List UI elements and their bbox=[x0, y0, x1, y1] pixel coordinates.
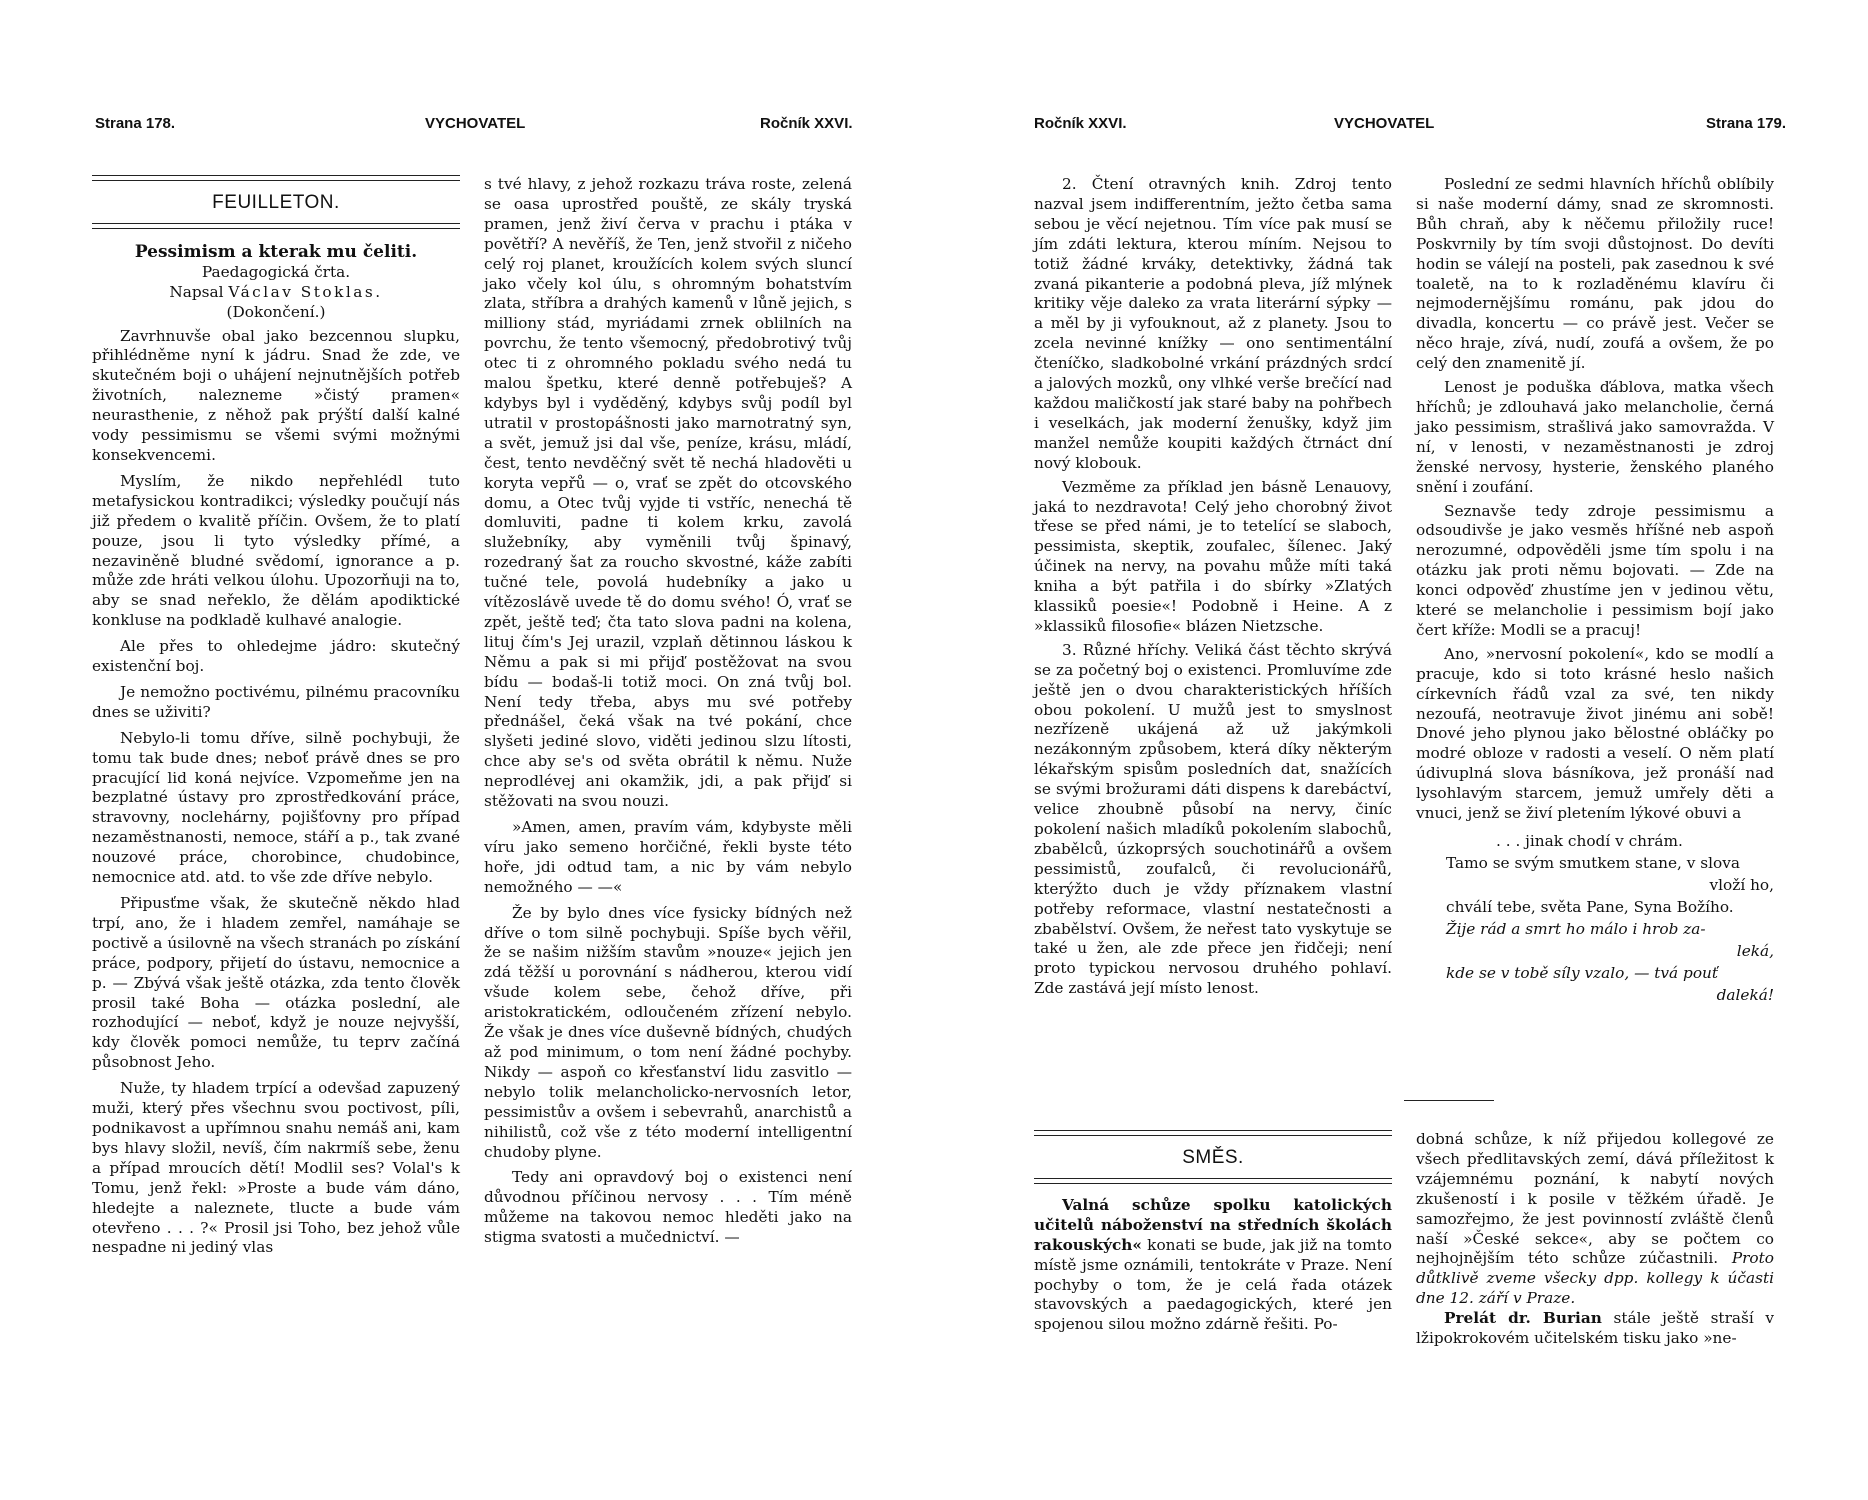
rule bbox=[1034, 1183, 1392, 1184]
verse-line: Tamo se svým smutkem stane, v slova bbox=[1446, 854, 1740, 872]
paragraph: s tvé hlavy, z jehož rozkazu tráva roste, zelená se oasa uprostřed pouště, ze skály tryská pramen, jenž živí červa v prachu i ptáka v povětří? A nevěříš, že Ten, jenž stvořil z ničeho celý roj planet, kroužících kolem svých sluncí jako včely kol úlu, s ohromným bohatstvím zlata, stříbra a drahých kamenů v lůně jejich, s milliony stád, myriádami zrnek oblilních na povrchu, že tento všemocný, předobrotivý tvůj otec ti z ohromného pokladu svého nedá tu malou špetku, které denně potřebuješ? A kdybys byl i vyděděný, kdybys svůj podíl byl utratil v prostopášnosti jako marnotratný syn, a svět, jemuž jsi dal vše, peníze, krásu, mládí, čest, tento nevděčný svět tě nechá hladověti u koryta vepřů — o, vrať se zpět do otcovského domu, a Otec tvůj vyjde ti vstříc, nenechá tě domluviti, padne ti kolem krku, zavolá služebníky, aby vyměnili tvůj špinavý, rozedraný šat za roucho skvostné, káže zabíti tučné tele, povolá hudebníky a jako u vítězoslávě uvede tě do domu svého! Ó, vrať se zpět, ještě teď; čta tato slova padni na kolena, lituj čím's Jej urazil, vzplaň dětinnou láskou k Němu a pak si mi přijď postěžovat na svou bídu — bodaš-li totiž moci. On zná tvůj bol. Není tedy třeba, abys mu své potřeby přednášel, čeká však na tvé pokání, chce slyšeti jediné slovo, viděti jedinou slzu lítosti, chce aby se's od světa obrátil k němu. Nuže neprodlévej ani okamžik, jdi, a pak přijď si stěžovati na svou nouzi. bbox=[484, 175, 852, 811]
smes-section-title: SMĚS. bbox=[1182, 1147, 1244, 1168]
verse-line: chválí tebe, světa Pane, Syna Božího. bbox=[1446, 898, 1734, 916]
rule bbox=[1034, 1135, 1392, 1136]
left-journal-title: VYCHOVATEL bbox=[425, 115, 526, 132]
paragraph: »Amen, amen, pravím vám, kdybyste měli víru jako semeno horčičné, řekli byste této hoře, jdi odtud tam, a nic by vám nebylo nemožného — —« bbox=[484, 818, 852, 896]
paragraph: Že by bylo dnes více fysicky bídných než dříve o tom silně pochybuji. Spíše bych věřil, že se našim nižším stavům »nouze« jejich jen zdá těžší u porovnání s nádherou, kterou vidí všude kolem sebe, čehož dříve, při aristokratickém, odloučeném zřízení nebylo. Že však je dnes více duševně bídných, chudých až pod minimum, o tom není žádné pochyby. Nikdy — aspoň co křesťanství lidu zasvitlo — nebylo tolik melancholicko-nervosních letor, pessimistův a ovšem i sebevrahů, anarchistů a nihilistů, což vše z této moderní intelligentní chudoby plyne. bbox=[484, 903, 852, 1161]
smes-lead: Valná schůze spolku katolických učitelů náboženství na středních školách rakouských« bbox=[1034, 1195, 1392, 1254]
verse-line: leká, bbox=[1736, 942, 1774, 960]
paragraph: Poslední ze sedmi hlavních hříchů oblíbily si naše moderní dámy, snad ze skromnosti. Bůh chraň, aby k něčemu přiložily ruce! Poskvrnily by tím svoji důstojnost. Do devíti hodin se válejí na posteli, pak zasednou k své toaletě, na to k rozladěnému klavíru či nejmodernějšímu románu, pak jdou do divadla, koncertu — co právě jest. Večer se něco hraje, zívá, nudí, zoufá a ovšem, že po celý den znamenitě jí. bbox=[1416, 175, 1774, 373]
rule bbox=[92, 228, 460, 229]
paragraph: 3. Různé hříchy. Veliká část těchto skrývá se za početný boj o existenci. Promluvíme zde ještě jen o dvou charakteristických hříších obou pokolení. U mužů jest to smyslnost nezřízeně ukájená až už jakýmkoli nezákonným způsobem, která díky některým lékařským spisům posledních dat, snažících se svými brožurami dáti dispens k darebáctví, velice zhoubně působí na nervy, činíc pokolení našich mladíků pokolením slabochů, zbabělců, úzkoprsých souchotinářů a ovšem pessimistů, zoufalců, či revolucionářů, kterýžto duch je vždy příznakem vlastní potřeby reformace, vlastní nestatečnosti a zbabělství. Ovšem, že neřest tato vyskytuje se také u žen, ale zde přece jen řidčeji; není proto typickou nervosou druhého pohlaví. Zde zastává její místo lenost. bbox=[1034, 640, 1392, 998]
paragraph: 2. Čtení otravných knih. Zdroj tento nazval jsem indifferentním, ježto četba sama sebou je věcí nejetnou. Tím více pak musí se jím zdáti lektura, kterou míním. Nejsou to totiž žádné krváky, detektivky, žádná tak zvaná pikanterie a podobná pleva, jíž mlýnek kritiky věje daleko za vrata literární sýpky — a měl by ji vyfouknout, až z planety. Jsou to zcela nevinné knížky — ono sentimentální čteníčko, sladkobolné vrkání prázdných srdcí a jalových mozků, ony vlhké verše brečící nad každou maličkostí jak staré baby na pohřbech i veselkách, jak moderní ženušky, když jim manžel nemůže koupiti každých čtrnáct dní nový klobouk. bbox=[1034, 175, 1392, 472]
feuilleton-section-title: FEUILLETON. bbox=[212, 192, 340, 213]
paragraph: Ale přes to ohledejme jádro: skutečný existenční boj. bbox=[92, 637, 460, 676]
verse-line: kde se v tobě síly vzalo, — tvá pouť bbox=[1446, 964, 1719, 982]
rule bbox=[92, 223, 460, 224]
smes-text: stále ještě straší v lžipokrokovém učitelském tisku jako »ne- bbox=[1416, 1309, 1774, 1348]
article-subtitle: Paedagogická črta. bbox=[201, 262, 351, 281]
paragraph bbox=[1034, 1196, 1392, 1335]
paragraph: Vezměme za příklad jen básně Lenauovy, jaká to nezdravota! Celý jeho chorobný život třese se před námi, je to tetelící se slaboch, pessimista, skeptik, zoufalec, šílenec. Jaký účinek na nervy, na povahu může míti taká kniha a být patřila i do sbírky »Zlatých klassiků poesie«! Podobně i Heine. A z »klassiků filosofie« blázen Nietzsche. bbox=[1034, 477, 1392, 635]
left-header bbox=[0, 115, 934, 143]
paragraph: Připusťme však, že skutečně někdo hlad trpí, ano, že i hladem zemřel, namáhaje se poctivě a úsilovně na všech stranách po získání práce, podpory, přijetí do ústavu, nemocnice a p. — Zbývá však ještě otázka, zda tento člověk prosil také Boha — otázka poslední, ale rozhodující — neboť, když je nouze nejvyšší, kdy člověk pomoci nemůže, tu teprv začíná působnost Jeho. bbox=[92, 894, 460, 1072]
rule bbox=[92, 180, 460, 181]
verse-line: daleká! bbox=[1716, 986, 1774, 1004]
smes-lead: Prelát dr. Burian bbox=[1444, 1309, 1602, 1328]
right-journal-title: VYCHOVATEL bbox=[1334, 115, 1435, 132]
smes-text: konati se bude, jak již na tomto místě jsme oznámili, tentokráte v Praze. Není pochyby o tom, že je celá řada otázek stavovských a paedagogických, které jen spojenou silou možno zdárně řešiti. Po- bbox=[1034, 1235, 1392, 1334]
article-author bbox=[92, 283, 460, 303]
left-page-number: Strana 178. bbox=[95, 115, 176, 132]
paragraph: Nuže, ty hladem trpící a odevšad zapuzený muži, který přes všechnu svou poctivost, píli, podnikavost a upřímnou snahu nemáš ani, kam bys hlavy složil, nevíš, čím nakrmíš sebe, ženu a případ mroucích dětí! Modlil ses? Volal's k Tomu, jenž řekl: »Proste a bude vám dáno, hledejte a naleznete, tlucte a bude vám otevřeno . . . ?« Prosil jsi Toho, bez jehož vůle nespadne ni jediný vlas bbox=[92, 1079, 460, 1257]
paragraph bbox=[1416, 1309, 1774, 1349]
right-column-2 bbox=[1416, 175, 1774, 1006]
paragraph: Zavrhnuvše obal jako bezcennou slupku, přihlédněme nyní k jádru. Snad že zde, ve skutečném boji o uhájení nejnutnějších potřeb životních, nalezneme »čistý pramen« neurasthenie, z něhož pak prýští další kalné vody pessimismu se všemi svými možnými konsekvencemi. bbox=[92, 326, 460, 464]
paragraph bbox=[1416, 1130, 1774, 1309]
paragraph: Ano, »nervosní pokolení«, kdo se modlí a pracuje, kdo si toto krásné heslo našich církevních řádů vzal za své, ten nikdy nezoufá, neotravuje život jinému ani sobě! Dnové jeho plynou jako bělostné obláčky po modré obloze v radosti a veselí. O něm platí údivuplná slova básníkova, jež pronáší nad lysohlavým starcem, jemuž umřely děti a vnuci, jenž se živí pletením lýkové obuvi a bbox=[1416, 644, 1774, 823]
verse-line: Žije rád a smrt ho málo i hrob za- bbox=[1446, 920, 1706, 938]
right-page bbox=[934, 0, 1868, 1500]
author-prefix: Napsal bbox=[169, 282, 224, 301]
article-separator bbox=[1404, 1100, 1494, 1101]
paragraph: Nebylo-li tomu dříve, silně pochybuji, že tomu tak bude dnes; neboť právě dnes se pro pracující lid koná nejvíce. Vzpomeňme jen na bezplatné ústavy pro zprostředkování práce, stravovny, noclehárny, pojišťovny pro případ nezaměstnanosti, nemoce, stáří a p., tak zvané nouzové práce, chorobince, chudobince, nemocnice atd. atd. to vše zde dříve nebylo. bbox=[92, 728, 460, 887]
left-column-1 bbox=[92, 175, 460, 1258]
article-title: Pessimism a kterak mu čeliti. bbox=[134, 241, 418, 262]
rule bbox=[1034, 1130, 1392, 1131]
rule bbox=[92, 175, 460, 176]
paragraph: Tedy ani opravdový boj o existenci není důvodnou příčinou nervosy . . . Tím méně můžeme na takovou nemoc hleděti jako na stigma svatosti a mučednictví. — bbox=[484, 1168, 852, 1247]
left-column-2 bbox=[484, 175, 852, 1248]
right-column-1 bbox=[1034, 175, 1392, 999]
smes-text: dobná schůze, k níž přijedou kollegové ze všech předlitavských zemí, dává příležitost k vzájemnému poznání, k nabytí nových zkušeností i k posile v těžkém úřadě. Je samozřejmo, že jest povinností zvláště členů naší »České sekce«, aby se počtem co nejhojnějším této schůze zúčastnili. bbox=[1416, 1130, 1774, 1268]
smes-italic: Proto důtklivě zveme všecky dpp. kollegy k účasti dne 12. září v Praze. bbox=[1416, 1249, 1774, 1308]
paragraph: Je nemožno poctivému, pilnému pracovníku dnes se uživiti? bbox=[92, 682, 460, 721]
left-volume: Ročník XXVI. bbox=[760, 115, 853, 132]
rule bbox=[1034, 1178, 1392, 1179]
continuation-note: (Dokončení.) bbox=[226, 302, 326, 321]
verse-line: . . . jinak chodí v chrám. bbox=[1496, 832, 1683, 850]
paragraph: Myslím, že nikdo nepřehlédl tuto metafysickou kontradikci; výsledky poučují nás již předem o kvalitě příčin. Ovšem, že to platí pouze, jsou li tyto výsledky přímé, a nezaviněně bludné svědomí, ignorance a p. může zde hráti velkou úlohu. Upozorňuji na to, aby se snad neřeklo, že dělám apodiktické konkluse na podkladě kulhavé analogie. bbox=[92, 471, 460, 630]
smes-column-2 bbox=[1416, 1130, 1774, 1349]
paragraph: Lenost je poduška ďáblova, matka všech hříchů; je zdlouhavá jako melancholie, černá jako pessimism, strašlivá jako samovražda. V ní, v lenosti, v nezaměstnanosti je zdroj ženské nervosy, hysterie, ženského planého snění i zoufání. bbox=[1416, 378, 1774, 496]
right-volume: Ročník XXVI. bbox=[1034, 115, 1127, 132]
right-page-number: Strana 179. bbox=[1706, 115, 1787, 132]
right-header bbox=[934, 115, 1868, 143]
author-name: Václav Stoklas. bbox=[228, 282, 383, 301]
smes-column-1 bbox=[1034, 1130, 1392, 1335]
paragraph: Seznavše tedy zdroje pessimismu a odsoudivše je jako vesměs hříšné neb aspoň nerozumné, odpověděli jsme tím spolu i na otázku jak proti němu bojovati. — Zde na konci odpověď zhustíme jen v jedinou větu, které se melancholie i pessimism bojí jako čert kříže: Modli se a pracuj! bbox=[1416, 501, 1774, 639]
verse-line: vloží ho, bbox=[1709, 876, 1774, 894]
poem-quote bbox=[1416, 830, 1774, 1006]
